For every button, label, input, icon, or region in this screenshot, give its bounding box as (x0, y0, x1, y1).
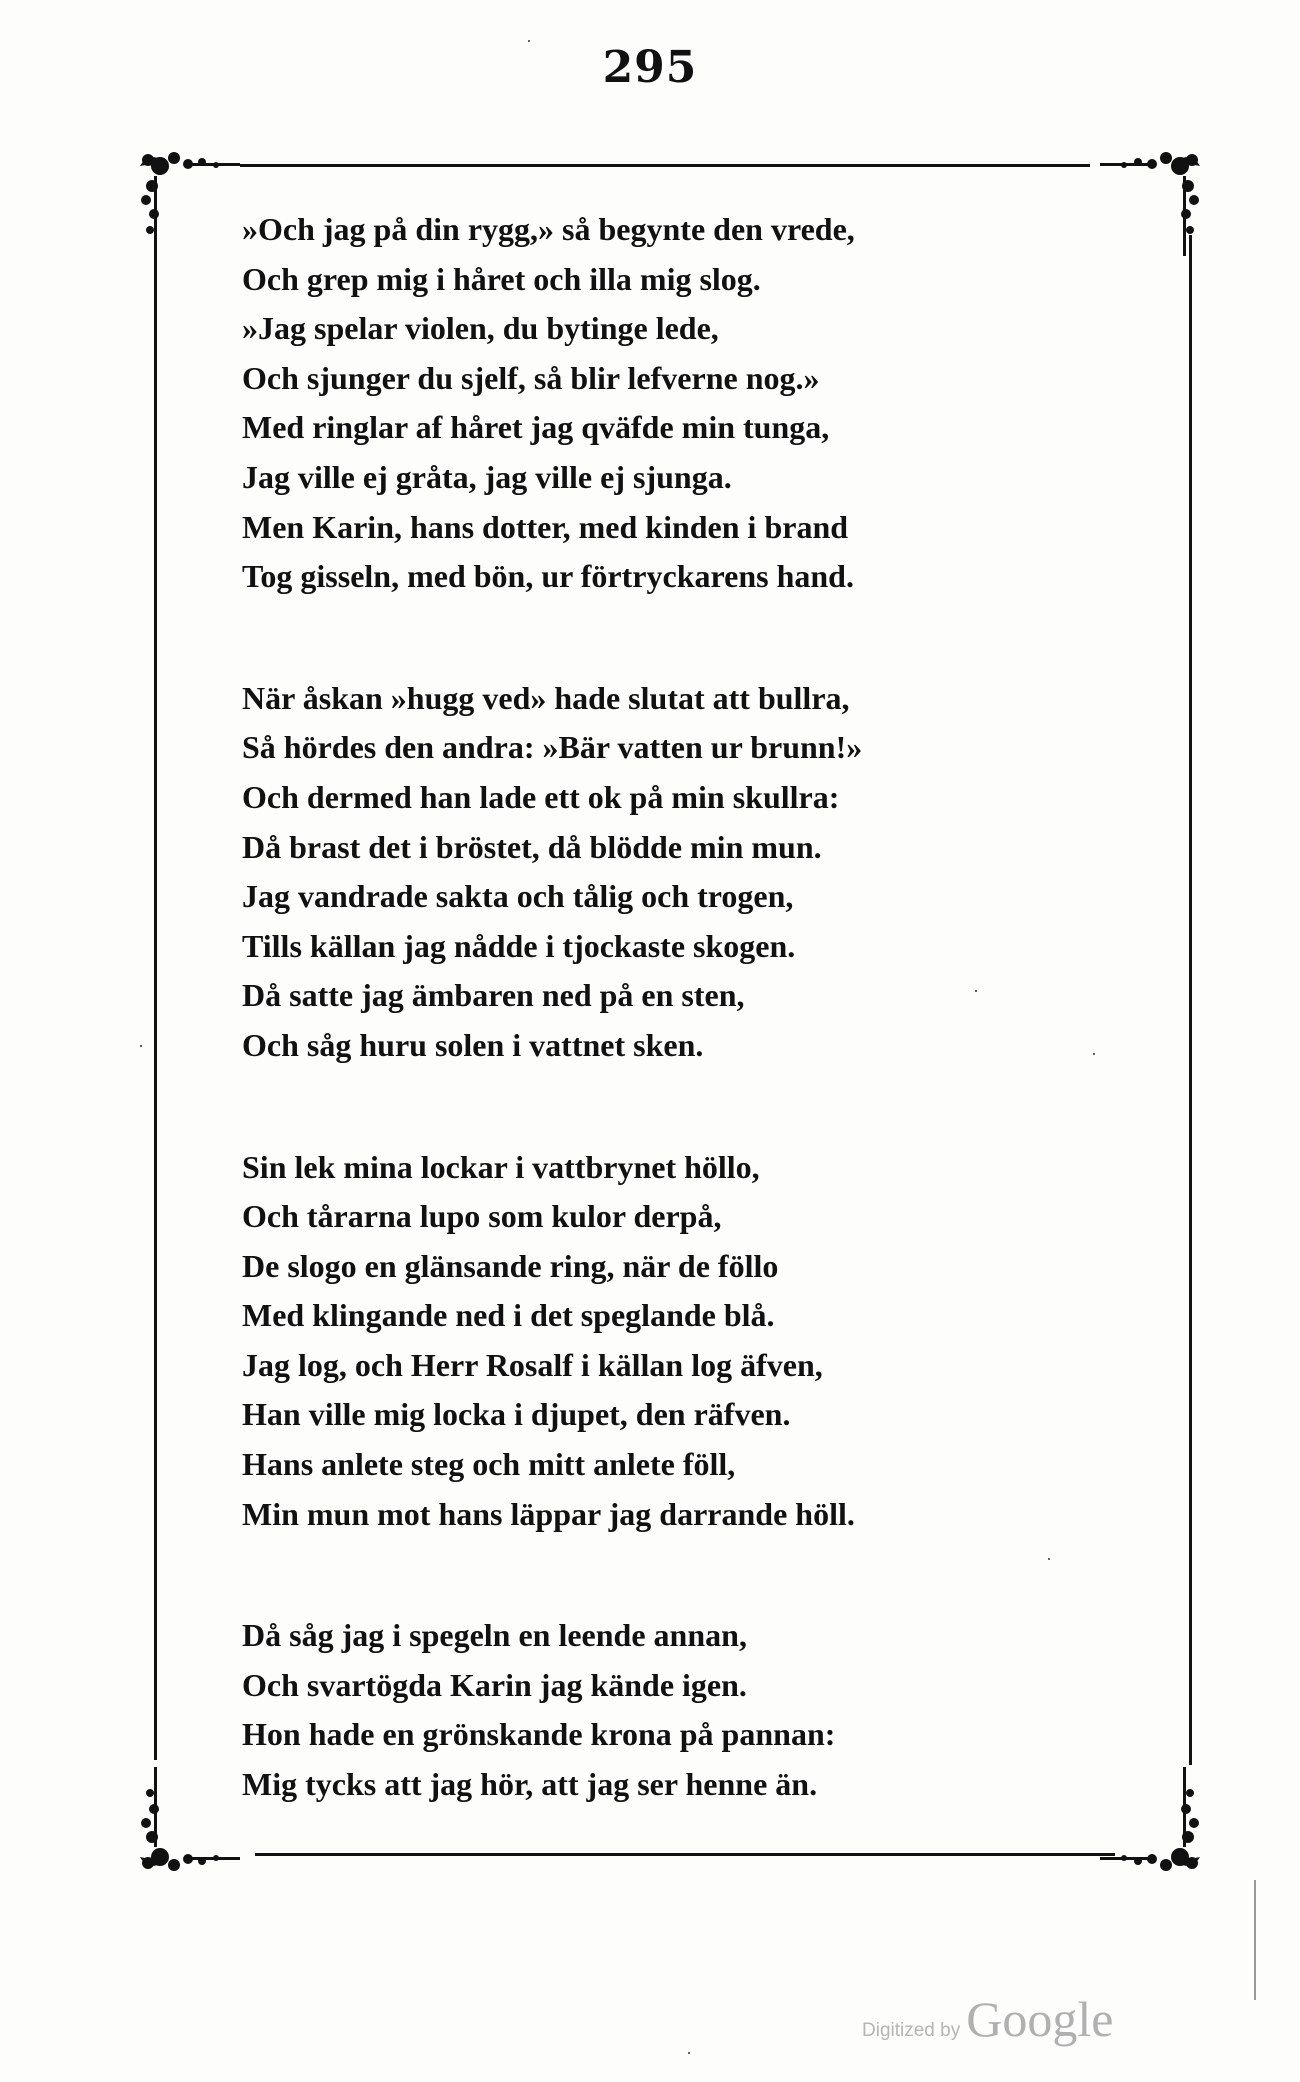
floral-ornament-icon (1090, 1765, 1210, 1885)
poem-line: Och dermed han lade ett ok på min skullra: (242, 778, 840, 815)
scan-speck (1093, 1053, 1095, 1055)
poem-line: Då brast det i bröstet, då blödde min mun. (242, 828, 822, 865)
poem-line: Men Karin, hans dotter, med kinden i brand (242, 508, 849, 545)
poem-line: »Jag spelar violen, du bytinge lede, (242, 310, 719, 347)
watermark-brand-logo: Google (966, 1991, 1114, 2047)
watermark-prefix: Digitized by (862, 2020, 961, 2041)
poem-line: Han ville mig locka i djupet, den räfven. (242, 1396, 791, 1433)
scan-speck (140, 1045, 142, 1047)
floral-ornament-icon (130, 138, 250, 258)
stanza-1 (242, 205, 1092, 602)
poem-line: Sin lek mina lockar i vattbrynet höllo, (242, 1148, 760, 1185)
stanza-3 (242, 1143, 1092, 1540)
poem-line: Tog gisseln, med bön, ur förtryckarens hand. (242, 558, 854, 595)
page-number: 295 (602, 42, 698, 93)
poem-line: Då satte jag ämbaren ned på en sten, (242, 977, 745, 1014)
poem-line: Jag vandrade sakta och tålig och trogen, (242, 878, 794, 915)
poem (242, 205, 1092, 1882)
poem-line: Tills källan jag nådde i tjockaste skogen. (242, 927, 796, 964)
poem-line: Hans anlete steg och mitt anlete föll, (242, 1446, 736, 1483)
poem-line: Och tårarna lupo som kulor derpå, (242, 1198, 722, 1235)
floral-ornament-icon (130, 1765, 250, 1885)
poem-line: Och såg huru solen i vattnet sken. (242, 1026, 704, 1063)
scan-speck (1048, 1558, 1050, 1560)
poem-line: »Och jag på din rygg,» så begynte den vrede, (242, 211, 855, 247)
frame-left-rule (154, 240, 157, 1760)
poem-line: Då såg jag i spegeln en leende annan, (242, 1617, 747, 1654)
stanza-4 (242, 1611, 1092, 1809)
poem-line: Med ringlar af håret jag qväfde min tunga, (242, 409, 830, 446)
stanza-2 (242, 674, 1092, 1071)
poem-line: Och svartögda Karin jag kände igen. (242, 1666, 747, 1703)
poem-line: När åskan »hugg ved» hade slutat att bullra, (242, 679, 850, 716)
poem-line: Och grep mig i håret och illa mig slog. (242, 260, 761, 297)
poem-line: Med klingande ned i det speglande blå. (242, 1297, 775, 1334)
poem-line: Min mun mot hans läppar jag darrande höll. (242, 1495, 855, 1532)
poem-line: De slogo en glänsande ring, när de föllo (242, 1247, 779, 1284)
poem-line: Och sjunger du sjelf, så blir lefverne nog.» (242, 359, 820, 396)
poem-line: Jag ville ej gråta, jag ville ej sjunga. (242, 458, 732, 495)
poem-line: Så hördes den andra: »Bär vatten ur brunn!» (242, 729, 863, 766)
scan-speck (528, 40, 530, 42)
frame-right-rule (1189, 235, 1192, 1765)
scan-edge-mark (1254, 1880, 1256, 2000)
digitized-watermark (862, 1990, 1113, 2048)
poem-line: Hon hade en grönskande krona på pannan: (242, 1716, 836, 1753)
poem-line: Mig tycks att jag hör, att jag ser henne än. (242, 1766, 818, 1803)
scan-speck (688, 2052, 690, 2054)
poem-line: Jag log, och Herr Rosalf i källan log äfven, (242, 1346, 823, 1383)
frame-top-rule (240, 164, 1090, 167)
scan-speck (975, 990, 977, 992)
floral-ornament-icon (1090, 138, 1210, 258)
